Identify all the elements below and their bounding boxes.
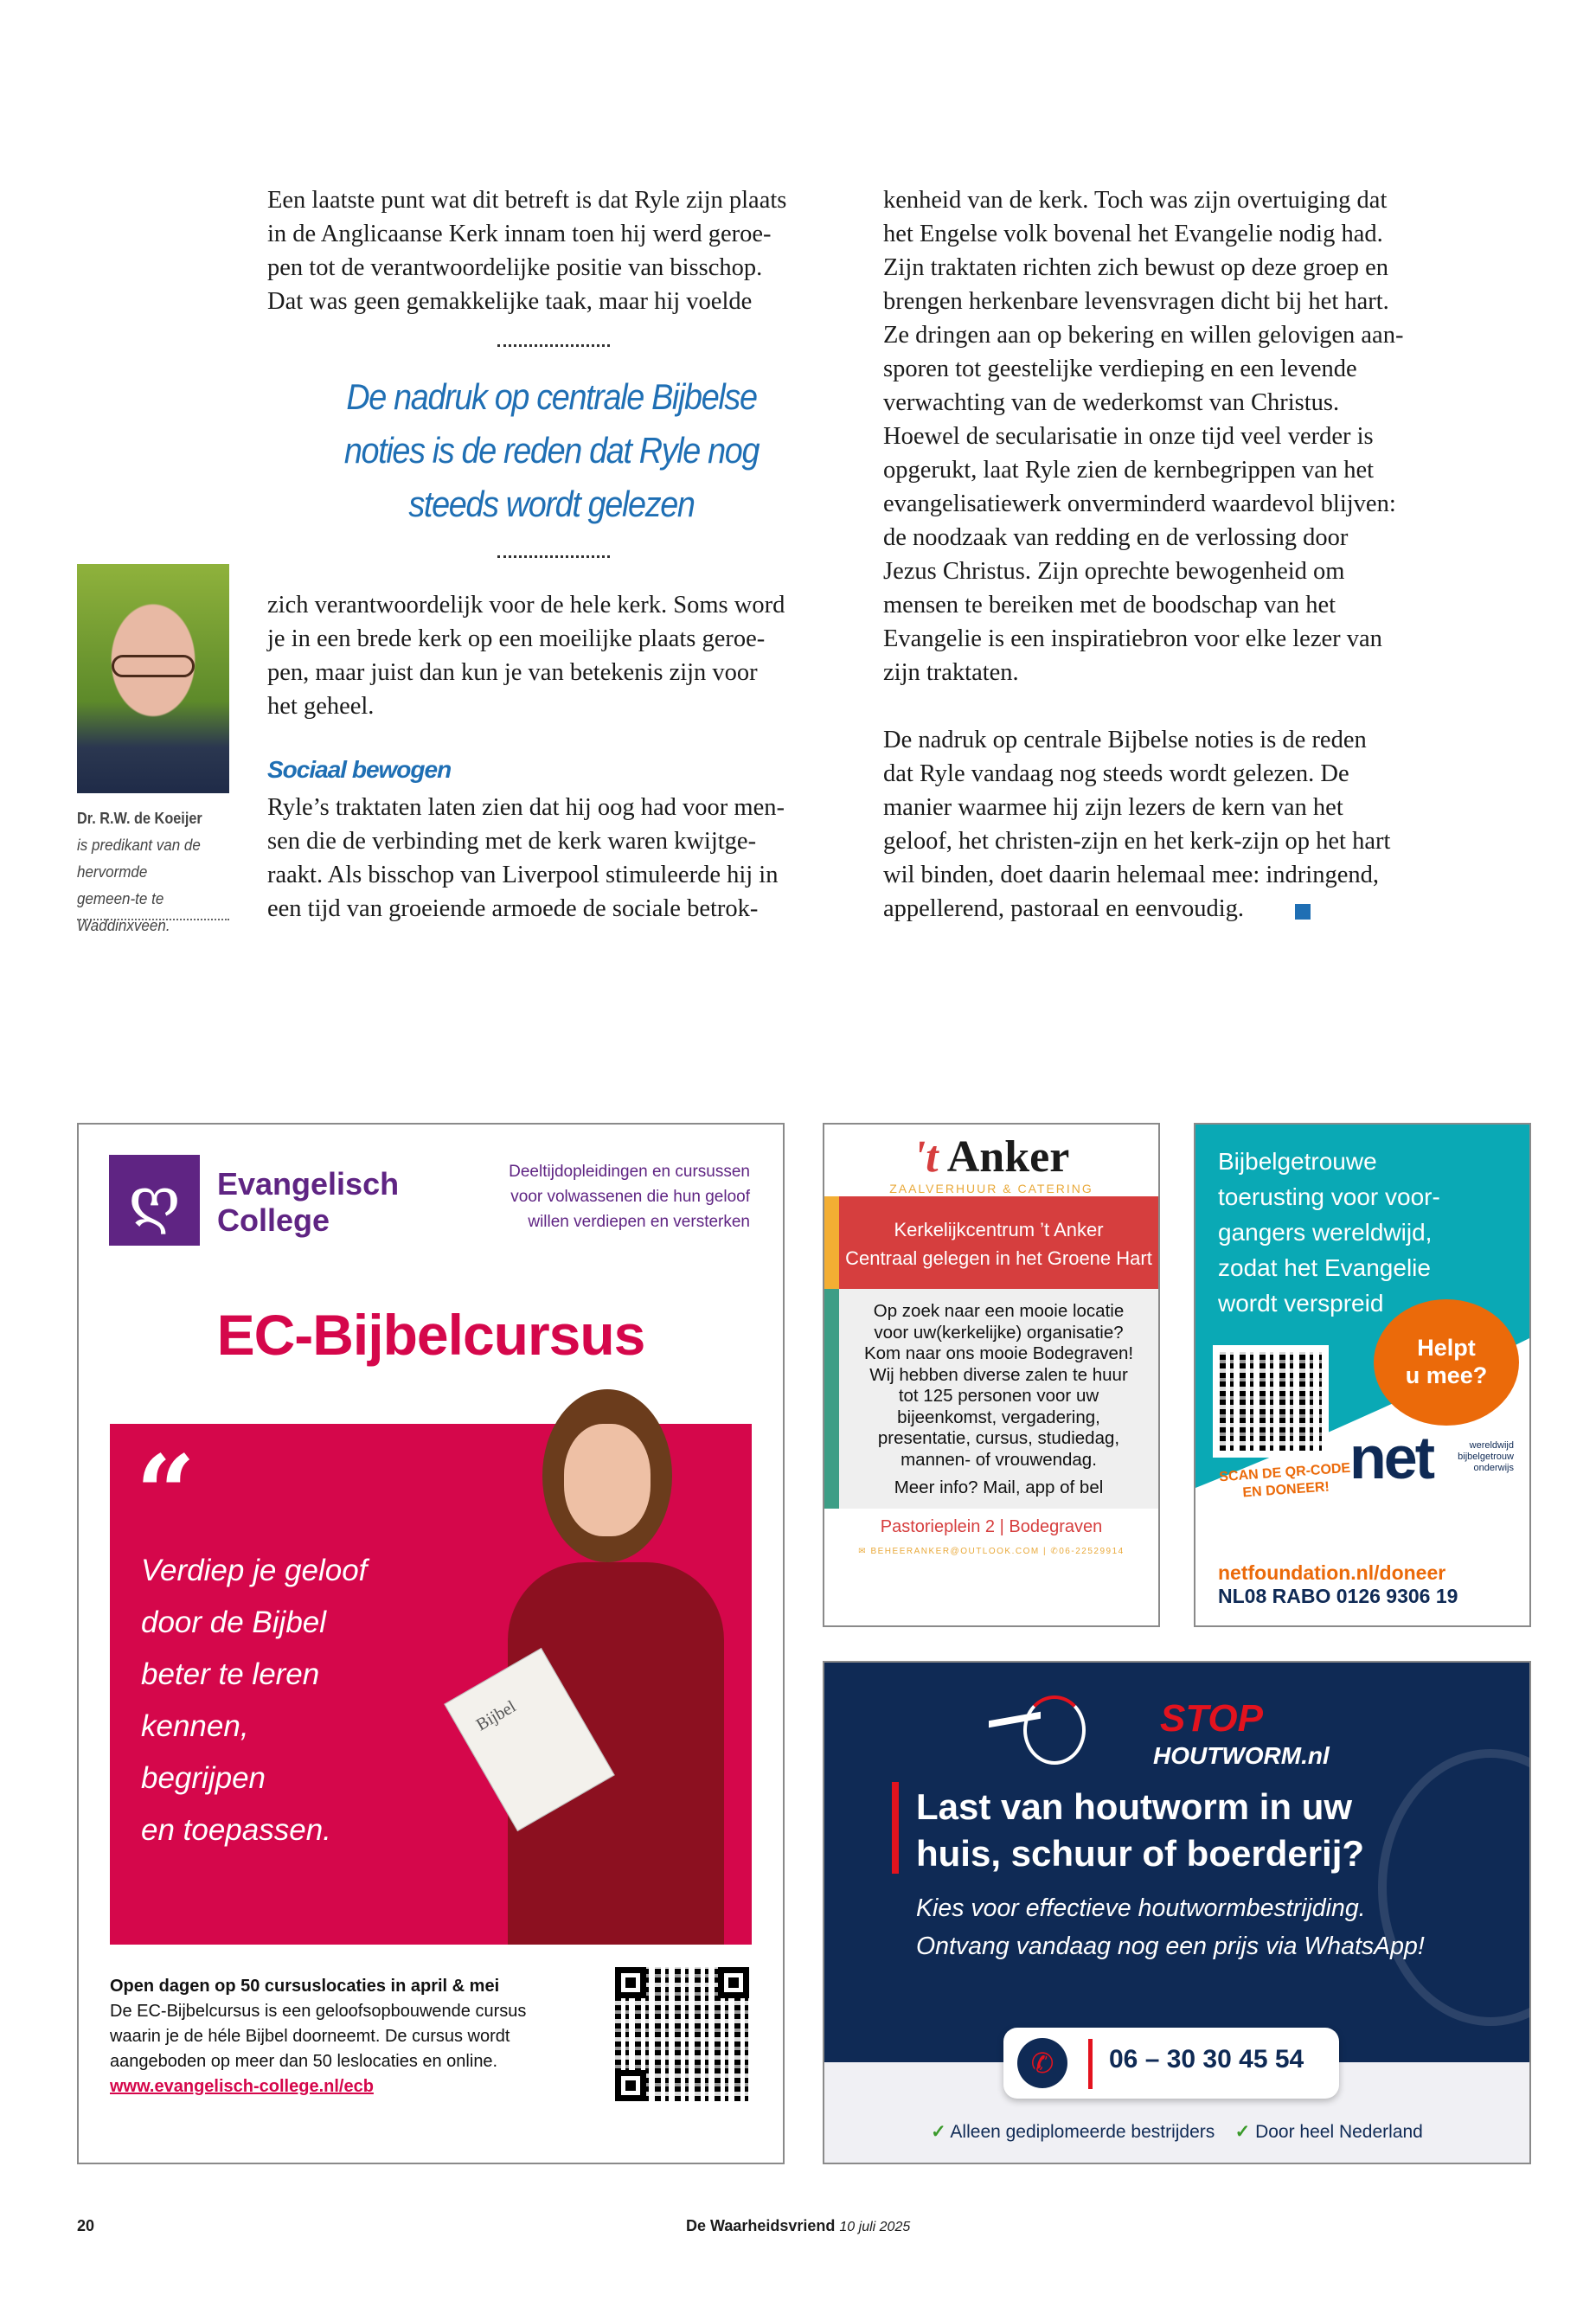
text-line: zijn traktaten. bbox=[883, 659, 1019, 686]
text-line: brengen herkenbare levensvragen dicht bij het hart. bbox=[883, 288, 1389, 315]
text-line: evangelisatiewerk onverminderd waardevol blijven: bbox=[883, 490, 1396, 517]
net-url[interactable]: netfoundation.nl/doneer bbox=[1218, 1561, 1446, 1584]
net-text bbox=[1218, 1144, 1440, 1321]
text-line: Dat was geen gemakkelijke taak, maar hij voelde bbox=[267, 288, 753, 315]
text-line: SCAN DE QR-CODE bbox=[1218, 1460, 1351, 1485]
text-line: Jezus Christus. Zijn oprechte bewogenheid om bbox=[883, 558, 1345, 585]
houtworm-subtext bbox=[916, 1889, 1425, 1965]
text-line: toerusting voor voor- bbox=[1218, 1183, 1440, 1210]
subheading: Sociaal bewogen bbox=[267, 756, 452, 783]
text-line: De EC-Bijbelcursus is een geloofsopbouwende cursus bbox=[110, 2002, 527, 2021]
text-line: het geheel. bbox=[267, 693, 375, 720]
text-line: Ryle’s traktaten laten zien dat hij oog had voor men- bbox=[267, 794, 785, 821]
column-2-paragraph-2 bbox=[883, 723, 1463, 926]
text-line: willen verdiepen en versterken bbox=[528, 1213, 750, 1231]
check-icon: ✓ bbox=[931, 2122, 946, 2142]
text-line: huis, schuur of boerderij? bbox=[916, 1833, 1365, 1874]
text-line: Kerkelijkcentrum ’t Anker bbox=[894, 1219, 1104, 1240]
woodpecker-logo-icon bbox=[1023, 1695, 1086, 1765]
text-line: opgerukt, laat Ryle zien de kernbegrippen van het bbox=[883, 457, 1375, 484]
net-iban: NL08 RABO 0126 9306 19 bbox=[1218, 1585, 1458, 1607]
anker-address: Pastorieplein 2 | Bodegraven bbox=[880, 1517, 1103, 1536]
text-line: Kies voor effectieve houtwormbestrijding. bbox=[916, 1894, 1366, 1922]
text-line: Zijn traktaten richten zich bewust op deze groep en bbox=[883, 254, 1389, 281]
anker-contact: ✉ BEHEERANKER@OUTLOOK.COM | ✆06-22529914 bbox=[858, 1547, 1125, 1556]
anker-subtitle: ZAALVERHUUR & CATERING bbox=[889, 1182, 1093, 1195]
text-line: Ze dringen aan op bekering en willen gelovigen aan- bbox=[883, 322, 1404, 349]
text-line: een tijd van groeiende armoede de sociale betrok- bbox=[267, 895, 759, 922]
column-1-paragraph-1 bbox=[267, 183, 847, 318]
author-name: Dr. R.W. de Koeijer bbox=[77, 809, 202, 827]
text-line: onderwijs bbox=[1473, 1463, 1514, 1473]
text-line: pen, maar juist dan kun je van betekenis zijn voor bbox=[267, 659, 758, 686]
text-line: Wij hebben diverse zalen te huur bbox=[869, 1364, 1128, 1385]
text-line: voor uw(kerkelijke) organisatie? bbox=[874, 1322, 1124, 1343]
text-line: raakt. Als bisschop van Liverpool stimuleerde hij in bbox=[267, 862, 779, 888]
text-line: in de Anglicaanse Kerk innam toen hij werd geroe- bbox=[267, 221, 772, 247]
column-2 bbox=[883, 183, 1463, 926]
houtworm-checks: ✓ Alleen gediplomeerde bestrijders ✓ Door heel Nederland bbox=[931, 2122, 1423, 2142]
text-line: aangeboden op meer dan 50 leslocaties en online. bbox=[110, 2052, 498, 2071]
text-line: zodat het Evangelie bbox=[1218, 1254, 1431, 1281]
text-line: zich verantwoordelijk voor de hele kerk. Soms word bbox=[267, 592, 785, 619]
bible-book: Bijbel bbox=[444, 1648, 615, 1831]
ad-anker[interactable] bbox=[823, 1123, 1160, 1627]
text-line: noties is de reden dat Ryle nog bbox=[343, 430, 760, 471]
anker-body: Op zoek naar een mooie locatie voor uw(kerkelijke) organisatie? Kom naar ons mooie Bodegraven! Wij hebben diverse zalen te huur tot 125 personen voor uw bijeenkomst, vergadering, presentatie, cursus, studiedag, mannen- of vrouwendag. Meer info? Mail, app of bel bbox=[839, 1289, 1158, 1509]
text-line: de noodzaak van redding en de verlossing door bbox=[883, 524, 1349, 551]
ec-info: Open dagen op 50 cursuslocaties in april & mei De EC-Bijbelcursus is een geloofsopbouwende cursus waarin je de héle Bijbel doorneemt. De cursus wordt aangeboden op meer dan 50 leslocaties en online. www.evangelisch-college.nl/ecb bbox=[110, 1974, 526, 2099]
quote-divider-bottom bbox=[497, 555, 610, 558]
text-line: door de Bijbel bbox=[141, 1606, 327, 1639]
column-1-paragraph-3 bbox=[267, 791, 847, 926]
ad-stop-houtworm[interactable] bbox=[823, 1661, 1531, 2164]
houtworm-phone: 06 – 30 30 45 54 bbox=[1109, 2045, 1304, 2073]
text-line: je in een brede kerk op een moeilijke plaats geroe- bbox=[267, 625, 766, 652]
anker-email[interactable]: BEHEERANKER@OUTLOOK.COM bbox=[870, 1547, 1040, 1556]
text-line: wordt verspreid bbox=[1218, 1290, 1384, 1317]
anker-logo: 't Anker bbox=[913, 1132, 1070, 1182]
text-line: De nadruk op centrale Bijbelse bbox=[346, 376, 757, 417]
logo-stop: STOP bbox=[1160, 1697, 1264, 1740]
text-line: verwachting van de wederkomst van Christus. bbox=[883, 389, 1340, 416]
ec-title: EC-Bijbelcursus bbox=[216, 1303, 645, 1367]
text-line: bijeenkomst, vergadering, bbox=[897, 1407, 1100, 1427]
anker-phone[interactable]: 06-22529914 bbox=[1059, 1547, 1125, 1556]
ad-evangelisch-college[interactable] bbox=[77, 1123, 785, 2164]
text-line: het Engelse volk bovenal het Evangelie nodig had. bbox=[883, 221, 1383, 247]
author-photo bbox=[77, 564, 229, 793]
net-logo: net bbox=[1349, 1424, 1433, 1491]
whatsapp-phone-icon: ✆ bbox=[1017, 2038, 1067, 2088]
column-1-paragraph-2 bbox=[267, 588, 847, 723]
text-line: Een laatste punt wat dit betreft is dat Ryle zijn plaats bbox=[267, 187, 787, 214]
text-line: kennen, bbox=[141, 1709, 249, 1743]
text-line: dat Ryle vandaag nog steeds wordt gelezen. De bbox=[883, 760, 1349, 787]
text-line: u mee? bbox=[1405, 1362, 1488, 1388]
text-line: Op zoek naar een mooie locatie bbox=[873, 1301, 1125, 1321]
text-line: presentatie, cursus, studiedag, bbox=[877, 1428, 1120, 1448]
ad-net-foundation[interactable] bbox=[1194, 1123, 1531, 1627]
text-line: wereldwijd bbox=[1469, 1440, 1514, 1451]
text-line: Bijbelgetrouwe bbox=[1218, 1148, 1377, 1175]
text-line: wil binden, doet daarin helemaal mee: indringend, bbox=[883, 862, 1379, 888]
ec-qr-code[interactable] bbox=[615, 1967, 749, 2101]
ec-logo-icon: ღ bbox=[109, 1155, 200, 1246]
column-2-paragraph-1 bbox=[883, 183, 1463, 689]
text-line: sporen tot geestelijke verdieping en een levende bbox=[883, 356, 1357, 382]
text-line: mensen te bereiken met de boodschap van het bbox=[883, 592, 1336, 619]
text-line: beter te leren bbox=[141, 1657, 320, 1691]
text-line: steeds wordt gelezen bbox=[408, 484, 695, 524]
anker-banner bbox=[839, 1196, 1158, 1289]
pull-quote bbox=[312, 370, 792, 531]
ec-quote-panel bbox=[110, 1424, 752, 1945]
text-line: gangers wereldwijd, bbox=[1218, 1219, 1433, 1246]
text-line: mannen- of vrouwendag. bbox=[901, 1449, 1097, 1470]
net-qr-code[interactable] bbox=[1213, 1345, 1329, 1458]
text-line: Verdiep je geloof bbox=[141, 1554, 368, 1587]
whatsapp-button[interactable] bbox=[1003, 2028, 1339, 2099]
footer-publication: De Waarheidsvriend 10 juli 2025 bbox=[686, 2217, 911, 2234]
end-mark-icon bbox=[1295, 904, 1311, 920]
text-line: Deeltijdopleidingen en cursussen bbox=[509, 1163, 750, 1181]
text-line: en toepassen. bbox=[141, 1813, 331, 1847]
text-line: manier waarmee hij zijn lezers de kern van het bbox=[883, 794, 1343, 821]
glasses-icon bbox=[112, 655, 195, 677]
text-line: Ontvang vandaag nog een prijs via WhatsApp! bbox=[916, 1932, 1425, 1960]
net-logo-sub bbox=[1458, 1440, 1514, 1474]
ec-logo-text: Evangelisch College bbox=[217, 1166, 400, 1238]
ec-tagline bbox=[509, 1159, 750, 1234]
text-line: Last van houtworm in uw bbox=[916, 1786, 1353, 1827]
text-line: appellerend, pastoraal en eenvoudig. bbox=[883, 895, 1245, 922]
text-line: tot 125 personen voor uw bbox=[898, 1386, 1099, 1406]
page-number: 20 bbox=[77, 2217, 95, 2234]
quote-mark-icon: “ bbox=[136, 1433, 196, 1554]
quote-divider-top bbox=[497, 344, 610, 347]
text-line: Centraal gelegen in het Groene Hart bbox=[845, 1247, 1152, 1269]
text-line: sen die de verbinding met de kerk waren kwijtge- bbox=[267, 828, 757, 855]
text-line: De nadruk op centrale Bijbelse noties is de reden bbox=[883, 727, 1367, 753]
text-line: Evangelie is een inspiratiebron voor elke lezer van bbox=[883, 625, 1382, 652]
text-line: kenheid van de kerk. Toch was zijn overtuiging dat bbox=[883, 187, 1388, 214]
check-icon: ✓ bbox=[1234, 2122, 1251, 2142]
ec-link[interactable]: www.evangelisch-college.nl/ecb bbox=[110, 2077, 374, 2096]
text-line: Hoewel de secularisatie in onze tijd veel verder is bbox=[883, 423, 1374, 450]
text-line: waarin je de héle Bijbel doorneemt. De cursus wordt bbox=[110, 2027, 510, 2046]
woman-photo bbox=[472, 1389, 767, 1945]
houtworm-headline bbox=[916, 1784, 1364, 1877]
net-bubble bbox=[1374, 1299, 1519, 1426]
text-line: Helpt bbox=[1417, 1335, 1476, 1361]
text-line: geloof, het christen-zijn en het kerk-zijn op het hart bbox=[883, 828, 1391, 855]
author-bio: is predikant van de hervormde gemeen-te te Waddinxveen. bbox=[77, 836, 201, 934]
ec-quote bbox=[141, 1545, 367, 1856]
logo-houtworm: HOUTWORM.nl bbox=[1153, 1742, 1330, 1769]
text-line: pen tot de verantwoordelijke positie van bisschop. bbox=[267, 254, 763, 281]
text-line: EN DONEER! bbox=[1241, 1479, 1330, 1501]
caption-divider bbox=[77, 919, 229, 920]
text-line: begrijpen bbox=[141, 1761, 266, 1795]
text-line: Kom naar ons mooie Bodegraven! bbox=[863, 1343, 1134, 1363]
text-line: voor volwassenen die hun geloof bbox=[510, 1188, 750, 1206]
text-line: bijbelgetrouw bbox=[1458, 1452, 1514, 1462]
